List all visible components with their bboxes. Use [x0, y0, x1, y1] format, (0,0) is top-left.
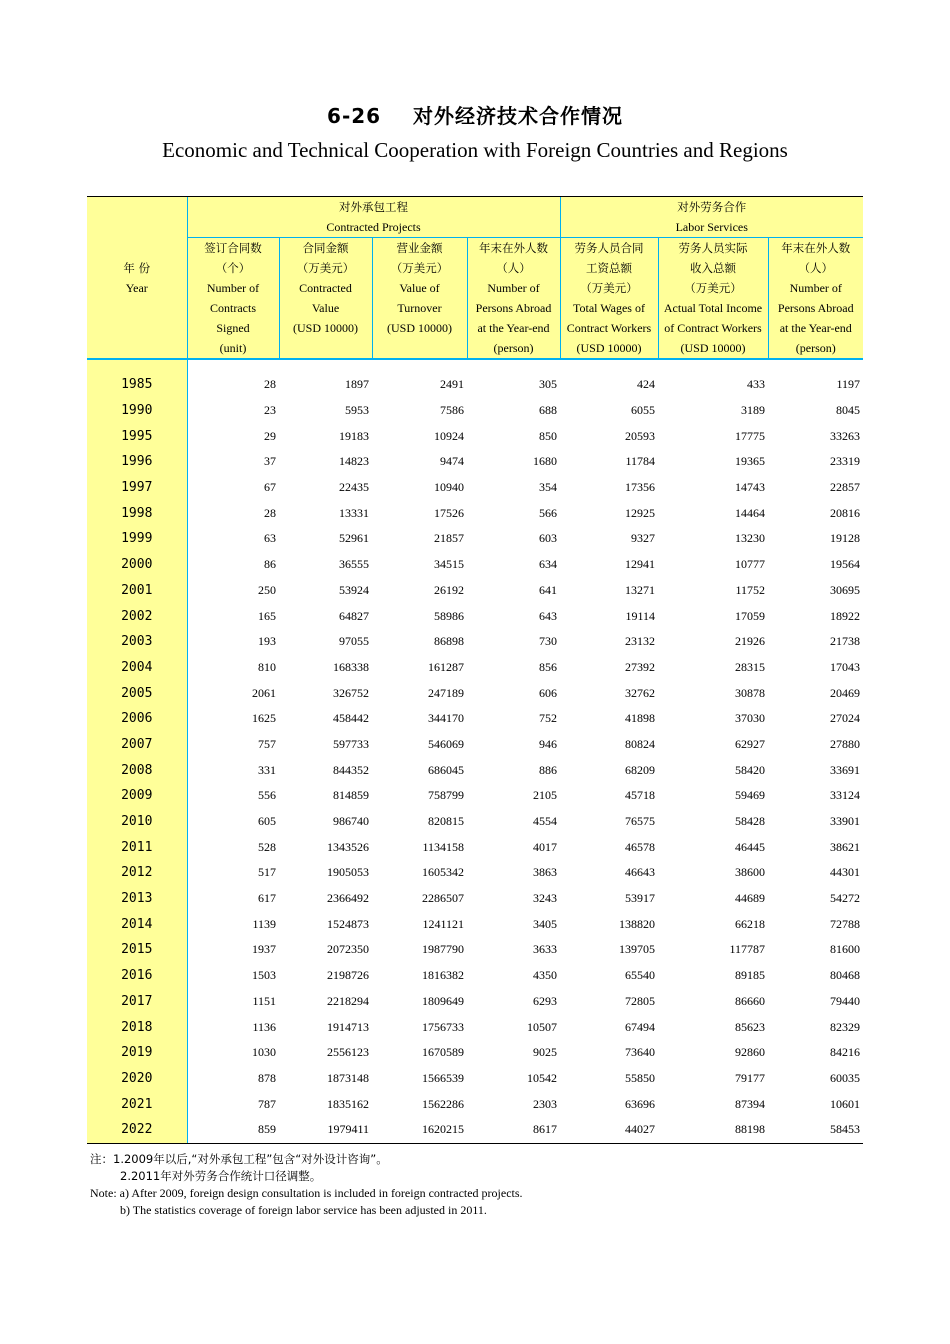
value-cell: 354 — [539, 480, 557, 495]
value-cell: 20469 — [830, 685, 861, 700]
year-cell: 2008 — [87, 757, 187, 783]
value-cell: 72788 — [830, 916, 861, 931]
value-cell: 1905053 — [327, 865, 369, 880]
table-row — [87, 834, 863, 860]
value-cell: 86 — [187, 552, 279, 578]
value-cell: 597733 — [333, 736, 369, 751]
year-cell: 2001 — [87, 578, 187, 604]
value-cell: 19183 — [339, 428, 369, 443]
value-cell: 53917 — [625, 891, 655, 906]
value-cell: 62927 — [735, 736, 765, 751]
value-cell: 2286507 — [422, 891, 464, 906]
value-cell: 53924 — [339, 582, 369, 597]
value-cell: 82329 — [830, 1019, 861, 1034]
year-cell: 2011 — [87, 834, 187, 860]
table-row — [87, 423, 863, 449]
note-en-1: Note: a) After 2009, foreign design consultation is included in foreign contracted projects. — [90, 1186, 523, 1200]
value-cell: 67 — [187, 475, 279, 501]
value-cell: 58428 — [735, 814, 765, 829]
value-cell: 85623 — [735, 1019, 765, 1034]
value-cell: 820815 — [428, 814, 464, 829]
value-cell: 14743 — [735, 480, 765, 495]
value-cell: 89185 — [735, 968, 765, 983]
table-row — [87, 680, 863, 706]
year-cell: 2010 — [87, 809, 187, 835]
value-cell: 63 — [187, 526, 279, 552]
value-cell: 1987790 — [422, 942, 464, 957]
value-cell: 3405 — [533, 916, 557, 931]
value-cell: 458442 — [333, 711, 369, 726]
value-cell: 1625 — [187, 706, 279, 732]
value-cell: 606 — [539, 685, 557, 700]
table-row — [87, 732, 863, 758]
value-cell: 424 — [637, 377, 655, 392]
table-row — [87, 757, 863, 783]
value-cell: 641 — [539, 582, 557, 597]
value-cell: 29 — [187, 423, 279, 449]
value-cell: 556 — [187, 783, 279, 809]
value-cell: 23319 — [830, 454, 861, 469]
year-cell: 1997 — [87, 475, 187, 501]
table-row — [87, 475, 863, 501]
value-cell: 30878 — [735, 685, 765, 700]
value-cell: 566 — [539, 505, 557, 520]
value-cell: 3863 — [533, 865, 557, 880]
value-cell: 165 — [187, 603, 279, 629]
table-row — [87, 860, 863, 886]
value-cell: 247189 — [428, 685, 464, 700]
value-cell: 37 — [187, 449, 279, 475]
value-cell: 19564 — [830, 557, 861, 572]
table-row — [87, 655, 863, 681]
group-header-labor-services: 对外劳务合作 Labor Services — [560, 197, 863, 238]
value-cell: 84216 — [830, 1045, 861, 1060]
table-row — [87, 1117, 863, 1143]
year-cell: 2012 — [87, 860, 187, 886]
value-cell: 4554 — [533, 814, 557, 829]
value-cell: 859 — [187, 1117, 279, 1143]
value-cell: 344170 — [428, 711, 464, 726]
year-cell: 1998 — [87, 500, 187, 526]
value-cell: 878 — [187, 1066, 279, 1092]
value-cell: 517 — [187, 860, 279, 886]
value-cell: 2198726 — [327, 968, 369, 983]
value-cell: 22857 — [830, 480, 861, 495]
year-cell: 2019 — [87, 1040, 187, 1066]
value-cell: 1343526 — [327, 839, 369, 854]
value-cell: 10542 — [527, 1070, 557, 1085]
table-row — [87, 552, 863, 578]
value-cell: 14823 — [339, 454, 369, 469]
value-cell: 60035 — [830, 1070, 861, 1085]
value-cell: 28 — [187, 500, 279, 526]
value-cell: 686045 — [428, 762, 464, 777]
value-cell: 8045 — [836, 403, 861, 418]
value-cell: 20816 — [830, 505, 861, 520]
value-cell: 76575 — [625, 814, 655, 829]
value-cell: 80468 — [830, 968, 861, 983]
group-header-contracted-projects: 对外承包工程 Contracted Projects — [187, 197, 560, 238]
value-cell: 3189 — [741, 403, 765, 418]
year-cell: 2020 — [87, 1066, 187, 1092]
value-cell: 33691 — [830, 762, 861, 777]
value-cell: 603 — [539, 531, 557, 546]
value-cell: 44027 — [560, 1117, 658, 1143]
value-cell: 17775 — [735, 428, 765, 443]
value-cell: 2556123 — [327, 1045, 369, 1060]
year-cell: 2006 — [87, 706, 187, 732]
value-cell: 1566539 — [422, 1070, 464, 1085]
value-cell: 1197 — [836, 377, 861, 392]
value-cell: 9025 — [533, 1045, 557, 1060]
value-cell: 28315 — [735, 659, 765, 674]
year-cell: 2002 — [87, 603, 187, 629]
value-cell: 946 — [539, 736, 557, 751]
value-cell: 11784 — [625, 454, 655, 469]
value-cell: 87394 — [735, 1096, 765, 1111]
value-cell: 72805 — [625, 993, 655, 1008]
value-cell: 1873148 — [327, 1070, 369, 1085]
value-cell: 5953 — [345, 403, 369, 418]
value-cell: 2105 — [533, 788, 557, 803]
value-cell: 63696 — [625, 1096, 655, 1111]
table-row — [87, 603, 863, 629]
value-cell: 3633 — [533, 942, 557, 957]
value-cell: 46643 — [625, 865, 655, 880]
value-cell: 46578 — [625, 839, 655, 854]
value-cell: 4017 — [533, 839, 557, 854]
table-row — [87, 1014, 863, 1040]
value-cell: 68209 — [625, 762, 655, 777]
table-row — [87, 398, 863, 424]
value-cell: 688 — [539, 403, 557, 418]
value-cell: 13271 — [625, 582, 655, 597]
value-cell: 331 — [187, 757, 279, 783]
value-cell: 2061 — [187, 680, 279, 706]
value-cell: 26192 — [434, 582, 464, 597]
value-cell: 21857 — [434, 531, 464, 546]
value-cell: 17043 — [830, 659, 861, 674]
value-cell: 810 — [187, 655, 279, 681]
value-cell: 37030 — [735, 711, 765, 726]
year-cell: 1990 — [87, 398, 187, 424]
value-cell: 27024 — [830, 711, 861, 726]
value-cell: 193 — [187, 629, 279, 655]
value-cell: 1620215 — [372, 1117, 467, 1143]
value-cell: 546069 — [428, 736, 464, 751]
year-cell: 1999 — [87, 526, 187, 552]
value-cell: 81600 — [830, 942, 861, 957]
value-cell: 45718 — [625, 788, 655, 803]
year-cell: 2013 — [87, 886, 187, 912]
value-cell: 643 — [539, 608, 557, 623]
value-cell: 67494 — [625, 1019, 655, 1034]
value-cell: 11752 — [735, 582, 765, 597]
table-row — [87, 886, 863, 912]
column-header-actual-income: 劳务人员实际 收入总额 （万美元） Actual Total Income of Contract Workers (USD 10000) — [658, 238, 768, 360]
value-cell: 757 — [187, 732, 279, 758]
value-cell: 1897 — [345, 377, 369, 392]
value-cell: 41898 — [625, 711, 655, 726]
value-cell: 58986 — [434, 608, 464, 623]
table-row — [87, 578, 863, 604]
page-title-en: Economic and Technical Cooperation with Foreign Countries and Regions — [162, 138, 788, 162]
value-cell: 38621 — [830, 839, 861, 854]
value-cell: 1030 — [187, 1040, 279, 1066]
year-cell: 2016 — [87, 963, 187, 989]
statistics-table — [87, 196, 863, 1144]
table-row — [87, 989, 863, 1015]
value-cell: 65540 — [625, 968, 655, 983]
value-cell: 88198 — [658, 1117, 768, 1143]
value-cell: 6055 — [631, 403, 655, 418]
value-cell: 33901 — [830, 814, 861, 829]
value-cell: 1139 — [187, 911, 279, 937]
value-cell: 758799 — [428, 788, 464, 803]
value-cell: 17356 — [625, 480, 655, 495]
value-cell: 28 — [187, 359, 279, 398]
value-cell: 21738 — [830, 634, 861, 649]
value-cell: 3243 — [533, 891, 557, 906]
value-cell: 52961 — [339, 531, 369, 546]
value-cell: 850 — [539, 428, 557, 443]
value-cell: 1937 — [187, 937, 279, 963]
value-cell: 13230 — [735, 531, 765, 546]
note-en-2: b) The statistics coverage of foreign labor service has been adjusted in 2011. — [120, 1203, 487, 1217]
value-cell: 1562286 — [422, 1096, 464, 1111]
footnotes — [90, 1151, 523, 1219]
value-cell: 1151 — [187, 989, 279, 1015]
value-cell: 250 — [187, 578, 279, 604]
value-cell: 79440 — [830, 993, 861, 1008]
year-cell: 2007 — [87, 732, 187, 758]
value-cell: 1503 — [187, 963, 279, 989]
value-cell: 9327 — [631, 531, 655, 546]
table-row — [87, 500, 863, 526]
year-cell: 1996 — [87, 449, 187, 475]
value-cell: 814859 — [333, 788, 369, 803]
value-cell: 844352 — [333, 762, 369, 777]
value-cell: 1680 — [533, 454, 557, 469]
value-cell: 161287 — [428, 659, 464, 674]
value-cell: 7586 — [440, 403, 464, 418]
column-header-turnover: 营业金额 （万美元） Value of Turnover (USD 10000) — [372, 238, 467, 360]
value-cell: 138820 — [619, 916, 655, 931]
table-row — [87, 783, 863, 809]
value-cell: 168338 — [333, 659, 369, 674]
value-cell: 1670589 — [422, 1045, 464, 1060]
value-cell: 23132 — [625, 634, 655, 649]
title-cn-text: 对外经济技术合作情况 — [412, 104, 623, 128]
value-cell: 2303 — [533, 1096, 557, 1111]
value-cell: 1756733 — [422, 1019, 464, 1034]
value-cell: 64827 — [339, 608, 369, 623]
value-cell: 1816382 — [422, 968, 464, 983]
value-cell: 1134158 — [422, 839, 464, 854]
value-cell: 12925 — [625, 505, 655, 520]
value-cell: 92860 — [735, 1045, 765, 1060]
value-cell: 8617 — [467, 1117, 560, 1143]
value-cell: 1136 — [187, 1014, 279, 1040]
value-cell: 19128 — [830, 531, 861, 546]
table-row — [87, 706, 863, 732]
year-header: 年 份 Year — [87, 197, 187, 360]
value-cell: 27392 — [625, 659, 655, 674]
year-cell: 2000 — [87, 552, 187, 578]
table-number: 6-26 — [327, 104, 382, 128]
value-cell: 986740 — [333, 814, 369, 829]
table-row — [87, 449, 863, 475]
value-cell: 58453 — [768, 1117, 863, 1143]
value-cell: 80824 — [625, 736, 655, 751]
table-row — [87, 963, 863, 989]
value-cell: 12941 — [625, 557, 655, 572]
value-cell: 4350 — [533, 968, 557, 983]
note-cn-1: 注：1.2009年以后,“对外承包工程”包含“对外设计咨询”。 — [90, 1152, 388, 1166]
value-cell: 27880 — [830, 736, 861, 751]
table-row — [87, 1091, 863, 1117]
value-cell: 9474 — [440, 454, 464, 469]
value-cell: 6293 — [533, 993, 557, 1008]
year-cell: 1985 — [87, 359, 187, 398]
value-cell: 752 — [539, 711, 557, 726]
value-cell: 634 — [539, 557, 557, 572]
value-cell: 44689 — [735, 891, 765, 906]
value-cell: 21926 — [735, 634, 765, 649]
value-cell: 886 — [539, 762, 557, 777]
year-cell: 2015 — [87, 937, 187, 963]
value-cell: 32762 — [625, 685, 655, 700]
value-cell: 36555 — [339, 557, 369, 572]
value-cell: 10924 — [434, 428, 464, 443]
table-header — [87, 197, 863, 360]
year-cell: 2021 — [87, 1091, 187, 1117]
column-header-contracted-value: 合同金额 （万美元） Contracted Value (USD 10000) — [279, 238, 372, 360]
value-cell: 856 — [539, 659, 557, 674]
column-header-contracts-signed: 签订合同数 （个） Number of Contracts Signed (unit) — [187, 238, 279, 360]
value-cell: 305 — [539, 377, 557, 392]
value-cell: 1241121 — [422, 916, 464, 931]
year-cell: 2003 — [87, 629, 187, 655]
value-cell: 17526 — [434, 505, 464, 520]
value-cell: 528 — [187, 834, 279, 860]
value-cell: 13331 — [339, 505, 369, 520]
note-cn-2: 2.2011年对外劳务合作统计口径调整。 — [120, 1169, 322, 1183]
value-cell: 59469 — [735, 788, 765, 803]
value-cell: 2366492 — [327, 891, 369, 906]
value-cell: 44301 — [830, 865, 861, 880]
table-body — [87, 359, 863, 1143]
value-cell: 139705 — [619, 942, 655, 957]
year-cell: 2009 — [87, 783, 187, 809]
column-header-total-wages: 劳务人员合同 工资总额 （万美元） Total Wages of Contract Workers (USD 10000) — [560, 238, 658, 360]
value-cell: 97055 — [339, 634, 369, 649]
value-cell: 10940 — [434, 480, 464, 495]
value-cell: 33124 — [830, 788, 861, 803]
year-cell: 2004 — [87, 655, 187, 681]
value-cell: 14464 — [735, 505, 765, 520]
value-cell: 38600 — [735, 865, 765, 880]
year-cell: 1995 — [87, 423, 187, 449]
value-cell: 2491 — [440, 377, 464, 392]
value-cell: 787 — [187, 1091, 279, 1117]
year-cell: 2014 — [87, 911, 187, 937]
value-cell: 19365 — [735, 454, 765, 469]
value-cell: 55850 — [625, 1070, 655, 1085]
value-cell: 17059 — [735, 608, 765, 623]
table-row — [87, 526, 863, 552]
value-cell: 79177 — [735, 1070, 765, 1085]
value-cell: 605 — [187, 809, 279, 835]
value-cell: 86660 — [735, 993, 765, 1008]
column-header-persons-abroad-labor: 年末在外人数 （人） Number of Persons Abroad at the Year-end (person) — [768, 238, 863, 360]
value-cell: 46445 — [735, 839, 765, 854]
value-cell: 22435 — [339, 480, 369, 495]
value-cell: 2072350 — [327, 942, 369, 957]
year-cell: 2005 — [87, 680, 187, 706]
value-cell: 33263 — [830, 428, 861, 443]
value-cell: 2218294 — [327, 993, 369, 1008]
value-cell: 19114 — [625, 608, 655, 623]
value-cell: 23 — [187, 398, 279, 424]
value-cell: 73640 — [625, 1045, 655, 1060]
table-row — [87, 359, 863, 398]
value-cell: 20593 — [625, 428, 655, 443]
year-cell: 2017 — [87, 989, 187, 1015]
value-cell: 86898 — [434, 634, 464, 649]
value-cell: 326752 — [333, 685, 369, 700]
value-cell: 10777 — [735, 557, 765, 572]
year-cell: 2018 — [87, 1014, 187, 1040]
value-cell: 30695 — [830, 582, 861, 597]
year-cell: 2022 — [87, 1117, 187, 1143]
table-row — [87, 629, 863, 655]
table-row — [87, 1040, 863, 1066]
value-cell: 58420 — [735, 762, 765, 777]
value-cell: 34515 — [434, 557, 464, 572]
value-cell: 10507 — [527, 1019, 557, 1034]
table-row — [87, 1066, 863, 1092]
table-row — [87, 809, 863, 835]
table-row — [87, 937, 863, 963]
column-header-persons-abroad-projects: 年末在外人数 （人） Number of Persons Abroad at the Year-end (person) — [467, 238, 560, 360]
value-cell: 1605342 — [422, 865, 464, 880]
value-cell: 617 — [187, 886, 279, 912]
value-cell: 10601 — [830, 1096, 861, 1111]
value-cell: 1835162 — [327, 1096, 369, 1111]
value-cell: 54272 — [830, 891, 861, 906]
value-cell: 433 — [747, 377, 765, 392]
value-cell: 1524873 — [327, 916, 369, 931]
table-row — [87, 911, 863, 937]
page-title-cn — [0, 100, 950, 129]
value-cell: 66218 — [735, 916, 765, 931]
value-cell: 1979411 — [279, 1117, 372, 1143]
value-cell: 1809649 — [422, 993, 464, 1008]
value-cell: 730 — [539, 634, 557, 649]
value-cell: 117787 — [729, 942, 765, 957]
value-cell: 1914713 — [327, 1019, 369, 1034]
value-cell: 18922 — [830, 608, 861, 623]
